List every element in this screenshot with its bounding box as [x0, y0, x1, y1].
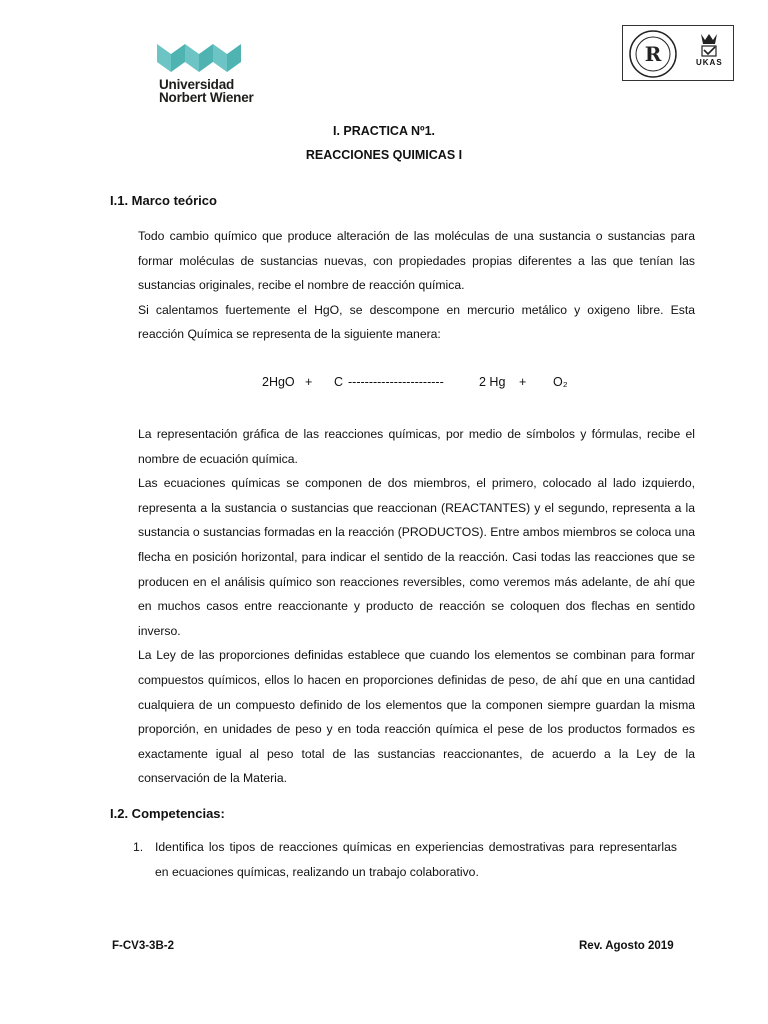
university-logo: [157, 40, 272, 110]
paragraph: La representación gráfica de las reacciones químicas, por medio de símbolos y fórmulas, recibe el nombre de ecuación química.: [138, 427, 695, 466]
section-heading-marco-teorico: I.1. Marco teórico: [110, 193, 217, 208]
document-code: F-CV3-3B-2: [112, 940, 174, 952]
equation-reactant-1: 2HgO: [262, 375, 295, 389]
logo-name-line1: Universidad: [159, 77, 235, 92]
equation-plus-2: +: [519, 375, 527, 389]
paragraph: Las ecuaciones químicas se componen de dos miembros, el primero, colocado al lado izquierdo, representa a la sustancia o sustancias que reaccionan (REACTANTES) y el segundo, representa a la sustancia o sustancias formadas en la reacción (PRODUCTOS). Entre ambos miembros se coloca una flecha en posición horizontal, para indicar el sentido de la reacción. Casi todas las reacciones que se producen en el análisis químico son reacciones reversibles, como veremos más adelante, de ahí que en muchos casos entre reaccionante y producto de reacción se coloquen dos flechas en sentido inverso.: [138, 476, 695, 638]
section-heading-competencias: I.2. Competencias:: [110, 806, 225, 821]
practice-title: I. PRACTICA Nº1.: [332, 124, 436, 138]
svg-text:R: R: [644, 42, 662, 66]
equation-product-2: O₂: [553, 375, 568, 389]
equation-reactant-2: C: [334, 375, 344, 389]
competency-list-item: [133, 835, 677, 884]
certification-seal-icon: [623, 26, 735, 82]
logo-name-line2: Norbert Wiener: [159, 90, 254, 105]
cert-text: UKAS: [696, 58, 723, 67]
practice-subtitle: REACCIONES QUIMICAS I: [305, 148, 463, 162]
paragraph-block-2: [138, 422, 695, 791]
equation-plus-1: +: [305, 375, 313, 389]
paragraph: Todo cambio químico que produce alteración de las moléculas de una sustancia o sustancias para formar moléculas de sustancias nuevas, con propiedades propias diferentes a las que tenían las sustancias originales, recibe el nombre de reacción química.: [138, 229, 695, 293]
chemical-equation: [0, 375, 768, 395]
revision-date: Rev. Agosto 2019: [579, 940, 674, 952]
equation-product-1: 2 Hg: [479, 375, 506, 389]
equation-arrow: -----------------------: [348, 375, 444, 389]
list-item-number: 1.: [133, 840, 144, 854]
list-item-text: Identifica los tipos de reacciones químicas en experiencias demostrativas para representarlas en ecuaciones químicas, realizando un trabajo colaborativo.: [155, 840, 677, 879]
book-wings-icon: [157, 40, 272, 76]
paragraph-block-1: [138, 224, 695, 347]
certification-badge: [622, 25, 734, 81]
paragraph: Si calentamos fuertemente el HgO, se descompone en mercurio metálico y oxigeno libre. Esta reacción Química se representa de la siguiente manera:: [138, 302, 695, 342]
paragraph: La Ley de las proporciones definidas establece que cuando los elementos se combinan para formar compuestos químicos, ellos lo hacen en proporciones definidas de peso, de ahí que en una cantidad cualquiera de un compuesto definido de los elementos que la componen siempre guardan la misma proporción, en unidades de peso y en toda reacción química el pese de los productos formados es exactamente igual al peso total de las sustancias reaccionantes, de acuerdo a la Ley de la conservación de la Materia.: [138, 648, 695, 786]
